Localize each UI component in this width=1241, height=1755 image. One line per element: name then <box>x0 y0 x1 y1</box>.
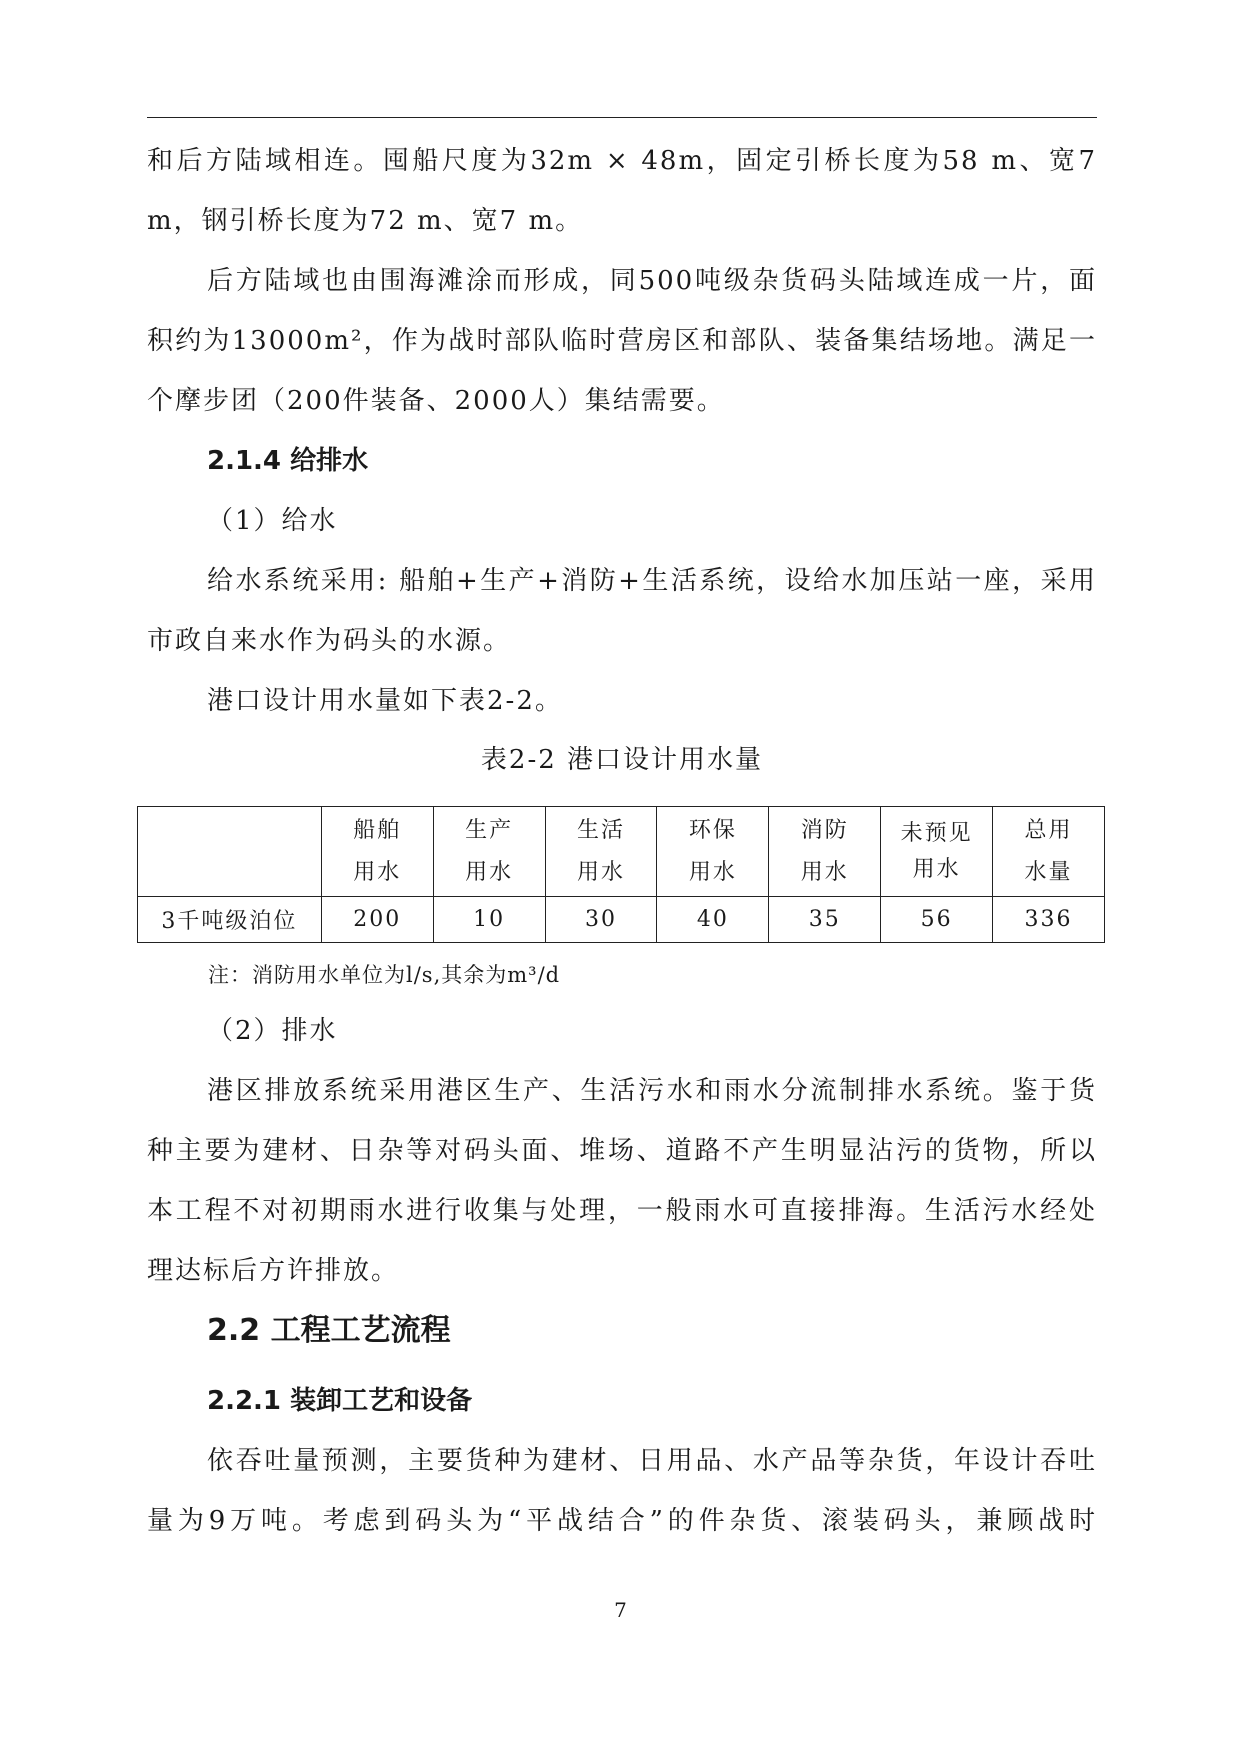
paragraph-drainage-system: 港区排放系统采用港区生产、生活污水和雨水分流制排水系统。鉴于货种主要为建材、日杂等对码头面、堆场、道路不产生明显沾污的货物，所以本工程不对初期雨水进行收集与处理，一般雨水可直接排海。生活污水经处理达标后方许排放。 <box>147 1076 1097 1286</box>
header-unforeseen-water: 未预见 用水 <box>881 807 993 897</box>
table-corner-cell <box>138 807 322 897</box>
page-number: 7 <box>614 1598 627 1622</box>
table-caption: 表2-2 港口设计用水量 <box>480 745 764 775</box>
table-row <box>138 897 1105 943</box>
paragraph-wharf-dimensions: 和后方陆域相连。囤船尺度为32m × 48m，固定引桥长度为58 m、宽7 m，钢引桥长度为72 m、宽7 m。 <box>147 146 1097 236</box>
header-domestic-water: 生活 用水 <box>545 807 657 897</box>
paragraph-table-intro: 港口设计用水量如下表2-2。 <box>207 686 563 716</box>
header-environmental-water: 环保 用水 <box>657 807 769 897</box>
header-fire-water: 消防 用水 <box>769 807 881 897</box>
table-note: 注：消防用水单位为l/s,其余为m³/d <box>208 963 561 987</box>
header-rule <box>147 117 1097 118</box>
cell-environmental-water: 40 <box>657 897 769 943</box>
cell-ship-water: 200 <box>321 897 433 943</box>
paragraph-water-supply-system: 给水系统采用: 船舶+生产+消防+生活系统，设给水加压站一座，采用市政自来水作为码头的水源。 <box>147 566 1097 656</box>
heading-2-2: 2.2 工程工艺流程 <box>207 1313 451 1348</box>
subheading-drainage: （2）排水 <box>207 1016 338 1046</box>
header-production-water: 生产 用水 <box>433 807 545 897</box>
subheading-water-supply: （1）给水 <box>207 506 338 536</box>
paragraph-throughput: 依吞吐量预测，主要货种为建材、日用品、水产品等杂货，年设计吞吐量为9万吨。考虑到码头为“平战结合”的件杂货、滚装码头，兼顾战时 <box>147 1446 1097 1536</box>
paragraph-rear-land-area: 后方陆域也由围海滩涂而形成，同500吨级杂货码头陆域连成一片，面积约为13000m²，作为战时部队临时营房区和部队、装备集结场地。满足一个摩步团（200件装备、2000人）集结需要。 <box>147 266 1097 416</box>
cell-domestic-water: 30 <box>545 897 657 943</box>
heading-2-1-4: 2.1.4 给排水 <box>207 446 369 476</box>
water-usage-table <box>137 806 1105 943</box>
cell-production-water: 10 <box>433 897 545 943</box>
cell-unforeseen-water: 56 <box>881 897 993 943</box>
header-total-water: 总用 水量 <box>993 807 1105 897</box>
cell-fire-water: 35 <box>769 897 881 943</box>
header-ship-water: 船舶 用水 <box>321 807 433 897</box>
cell-total-water: 336 <box>993 897 1105 943</box>
table-header-row <box>138 807 1105 897</box>
heading-2-2-1: 2.2.1 装卸工艺和设备 <box>207 1386 473 1416</box>
row-label: 3千吨级泊位 <box>138 897 322 943</box>
